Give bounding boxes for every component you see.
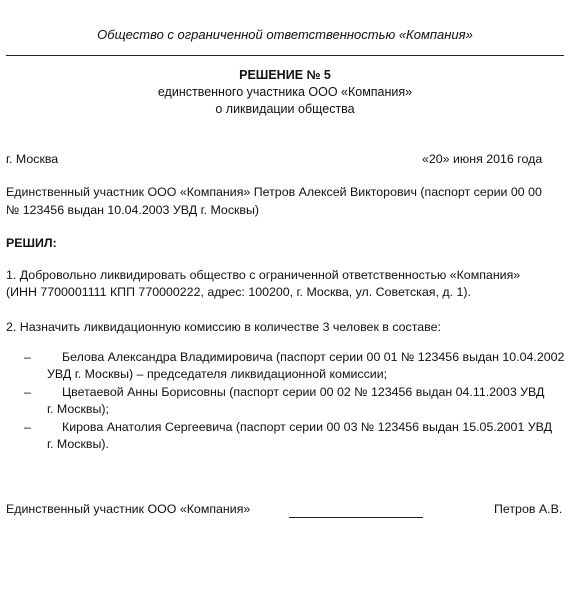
participant-line-2: № 123456 выдан 10.04.2003 УВД г. Москвы) <box>6 203 260 217</box>
signature-role: Единственный участник ООО «Компания» <box>6 502 251 516</box>
member-2-line-1: Цветаевой Анны Борисовны (паспорт серии 00 02 № 123456 выдан 04.11.2003 УВД <box>62 385 545 399</box>
date: «20» июня 2016 года <box>422 152 543 166</box>
participant-line-1: Единственный участник ООО «Компания» Петров Алексей Викторович (паспорт серии 00 00 <box>6 185 542 199</box>
list-dash: – <box>24 420 31 434</box>
signature-line <box>289 517 423 518</box>
organization-name: Общество с ограниченной ответственностью «Компания» <box>97 27 473 42</box>
item-1-line-2: (ИНН 7700001111 КПП 770000222, адрес: 100200, г. Москва, ул. Советская, д. 1). <box>6 285 471 299</box>
member-2-line-2: г. Москвы); <box>47 402 109 416</box>
item-2: 2. Назначить ликвидационную комиссию в количестве 3 человек в составе: <box>6 320 441 334</box>
member-1-line-2: УВД г. Москвы) – председателя ликвидационной комиссии; <box>47 367 388 381</box>
decision-subtitle-2: о ликвидации общества <box>215 102 355 116</box>
header-divider <box>6 55 564 56</box>
decision-title: РЕШЕНИЕ № 5 <box>239 68 331 82</box>
list-dash: – <box>24 350 31 364</box>
member-3-line-1: Кирова Анатолия Сергеевича (паспорт серии 00 03 № 123456 выдан 15.05.2001 УВД <box>62 420 553 434</box>
item-1-line-1: 1. Добровольно ликвидировать общество с ограниченной ответственностью «Компания» <box>6 268 521 282</box>
decision-subtitle-1: единственного участника ООО «Компания» <box>157 85 413 99</box>
list-dash: – <box>24 385 31 399</box>
member-3-line-2: г. Москвы). <box>47 437 109 451</box>
signature-name: Петров А.В. <box>494 502 563 516</box>
member-1-line-1: Белова Александра Владимировича (паспорт серии 00 01 № 123456 выдан 10.04.2002 <box>62 350 565 364</box>
place: г. Москва <box>6 152 59 166</box>
decided-heading: РЕШИЛ: <box>6 236 57 250</box>
